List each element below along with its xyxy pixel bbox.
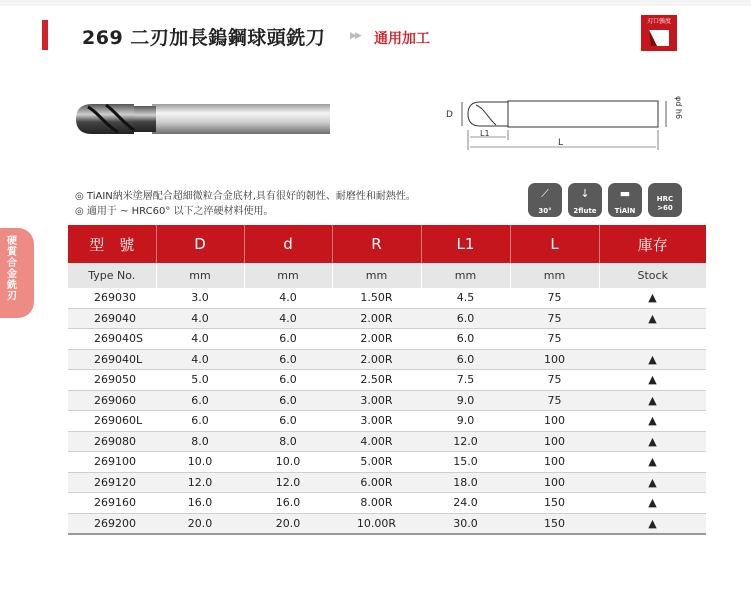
cell-type: 269050: [68, 370, 156, 391]
cell-d: 4.0: [244, 288, 332, 308]
unit-L: mm: [510, 263, 599, 288]
col-header-D: D: [156, 225, 244, 263]
cell-L1: 6.0: [421, 329, 510, 350]
cell-D: 16.0: [156, 493, 244, 514]
cell-L: 100: [510, 472, 599, 493]
cell-stock: ▲: [599, 431, 706, 452]
cell-type: 269040S: [68, 329, 156, 350]
dim-label-d-upper: D: [446, 110, 453, 120]
cell-type: 269160: [68, 493, 156, 514]
table-header-row: [68, 225, 706, 263]
col-header-R: R: [332, 225, 421, 263]
unit-R: mm: [332, 263, 421, 288]
product-notes: [75, 189, 416, 219]
top-strip: [0, 0, 751, 6]
cell-stock: ▲: [599, 390, 706, 411]
edge-strength-badge: [641, 15, 677, 51]
cell-L: 75: [510, 390, 599, 411]
cell-D: 4.0: [156, 349, 244, 370]
cell-type: 269040: [68, 308, 156, 329]
cell-L1: 18.0: [421, 472, 510, 493]
cell-L1: 7.5: [421, 370, 510, 391]
cell-R: 2.00R: [332, 329, 421, 350]
unit-stock: Stock: [599, 263, 706, 288]
cell-d: 16.0: [244, 493, 332, 514]
cell-D: 12.0: [156, 472, 244, 493]
side-category-tab: [0, 228, 34, 318]
table-row: [68, 472, 706, 493]
unit-D: mm: [156, 263, 244, 288]
cell-D: 4.0: [156, 308, 244, 329]
feature-icons: [528, 183, 688, 219]
cell-stock: ▲: [599, 308, 706, 329]
double-arrow-icon: ▶▶: [350, 31, 360, 41]
col-header-d: d: [244, 225, 332, 263]
cell-R: 8.00R: [332, 493, 421, 514]
cell-L: 100: [510, 349, 599, 370]
cell-D: 6.0: [156, 411, 244, 432]
cell-L: 100: [510, 431, 599, 452]
note-hardness: ◎ 適用于 ~ HRC60° 以下之淬硬材料使用。: [75, 206, 274, 217]
col-header-L1: L1: [421, 225, 510, 263]
cell-R: 1.50R: [332, 288, 421, 308]
cell-stock: [599, 329, 706, 350]
cell-L1: 4.5: [421, 288, 510, 308]
cell-L: 75: [510, 329, 599, 350]
cell-d: 12.0: [244, 472, 332, 493]
cell-d: 4.0: [244, 308, 332, 329]
cell-L1: 6.0: [421, 349, 510, 370]
two-flute-icon: ↓ 2flute: [568, 183, 602, 217]
cell-stock: ▲: [599, 513, 706, 534]
cell-L: 100: [510, 411, 599, 432]
cell-type: 269080: [68, 431, 156, 452]
cell-L1: 24.0: [421, 493, 510, 514]
table-row: [68, 288, 706, 308]
cell-D: 8.0: [156, 431, 244, 452]
cell-d: 6.0: [244, 411, 332, 432]
cell-L: 75: [510, 308, 599, 329]
cell-L: 100: [510, 452, 599, 473]
cell-L1: 6.0: [421, 308, 510, 329]
table-row: [68, 513, 706, 534]
col-header-L: L: [510, 225, 599, 263]
dimension-drawing: [440, 92, 690, 156]
hrc-60-icon: HRC >60: [648, 183, 682, 217]
cell-R: 4.00R: [332, 431, 421, 452]
helix-30-icon: ⟋ 30°: [528, 183, 562, 217]
unit-L1: mm: [421, 263, 510, 288]
cell-L1: 15.0: [421, 452, 510, 473]
cell-D: 4.0: [156, 329, 244, 350]
table-row: [68, 370, 706, 391]
title-accent-bar: [42, 20, 48, 50]
cell-type: 269120: [68, 472, 156, 493]
cell-d: 10.0: [244, 452, 332, 473]
cell-d: 20.0: [244, 513, 332, 534]
spec-table: [68, 225, 706, 535]
cell-L1: 9.0: [421, 411, 510, 432]
table-row: [68, 493, 706, 514]
cell-D: 3.0: [156, 288, 244, 308]
cell-type: 269060L: [68, 411, 156, 432]
cell-L1: 9.0: [421, 390, 510, 411]
side-category-label: 硬質合金銑刃: [7, 236, 17, 302]
col-header-type: 型 號: [68, 225, 156, 263]
cell-D: 20.0: [156, 513, 244, 534]
cell-R: 2.00R: [332, 308, 421, 329]
cell-stock: ▲: [599, 472, 706, 493]
cell-D: 5.0: [156, 370, 244, 391]
dim-label-l: L: [558, 138, 564, 148]
cell-d: 8.0: [244, 431, 332, 452]
cell-d: 6.0: [244, 349, 332, 370]
cell-R: 6.00R: [332, 472, 421, 493]
unit-type: Type No.: [68, 263, 156, 288]
cell-R: 5.00R: [332, 452, 421, 473]
cell-stock: ▲: [599, 493, 706, 514]
cell-type: 269100: [68, 452, 156, 473]
table-row: [68, 431, 706, 452]
table-row: [68, 390, 706, 411]
cell-L1: 12.0: [421, 431, 510, 452]
cell-d: 6.0: [244, 390, 332, 411]
page-title: 269 二刃加長鎢鋼球頭銑刀: [82, 27, 326, 49]
cell-stock: ▲: [599, 288, 706, 308]
cell-L1: 30.0: [421, 513, 510, 534]
table-unit-row: [68, 263, 706, 288]
cell-d: 6.0: [244, 370, 332, 391]
table-row: [68, 308, 706, 329]
unit-d: mm: [244, 263, 332, 288]
badge-label: 刃口強度: [646, 18, 671, 25]
dim-label-shank-d: φd h6: [674, 96, 683, 120]
cell-d: 6.0: [244, 329, 332, 350]
table-row: [68, 411, 706, 432]
col-header-stock: 庫存: [599, 225, 706, 263]
cell-R: 2.50R: [332, 370, 421, 391]
cell-L: 150: [510, 513, 599, 534]
cell-R: 3.00R: [332, 411, 421, 432]
dim-label-l1: L1: [480, 129, 490, 138]
cell-R: 3.00R: [332, 390, 421, 411]
cell-type: 269200: [68, 513, 156, 534]
tialn-coating-icon: ▬ TiAlN: [608, 183, 642, 217]
cell-stock: ▲: [599, 452, 706, 473]
cell-R: 10.00R: [332, 513, 421, 534]
cell-L: 75: [510, 370, 599, 391]
cell-L: 75: [510, 288, 599, 308]
edge-strength-icon: [647, 28, 671, 48]
cell-stock: ▲: [599, 370, 706, 391]
cell-stock: ▲: [599, 349, 706, 370]
page-header: [42, 14, 662, 56]
page-subtitle: 通用加工: [374, 31, 430, 47]
table-row: [68, 349, 706, 370]
cell-L: 150: [510, 493, 599, 514]
cell-type: 269060: [68, 390, 156, 411]
cell-stock: ▲: [599, 411, 706, 432]
note-coating: ◎ TiAIN納米塗層配合超細微粒合金底材,具有很好的韌性、耐磨性和耐熱性。: [75, 191, 416, 202]
table-row: [68, 329, 706, 350]
cell-type: 269040L: [68, 349, 156, 370]
ball-end-mill-illustration: [72, 98, 334, 140]
cell-D: 6.0: [156, 390, 244, 411]
cell-D: 10.0: [156, 452, 244, 473]
cell-R: 2.00R: [332, 349, 421, 370]
table-row: [68, 452, 706, 473]
cell-type: 269030: [68, 288, 156, 308]
